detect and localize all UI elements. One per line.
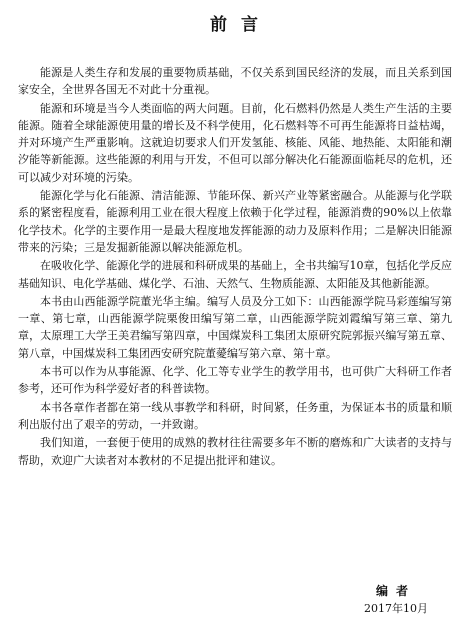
paragraph-7: 本书各章作者都在第一线从事教学和科研，时间紧，任务重，为保证本书的质量和顺利出版付出了艰辛的劳动，一并致谢。 <box>18 400 452 431</box>
signature-name: 编者 <box>375 584 416 598</box>
paragraph-5: 本书由山西能源学院董光华主编。编写人员及分工如下：山西能源学院马彩莲编写第一章、第七章，山西能源学院栗俊田编写第二章，山西能源学院刘霞编写第三章、第九章，太原理工大学王美君编写第四章，中国煤炭科工集团太原研究院郭振兴编写第五章、第八章，中国煤炭科工集团西安研究院董薆编写第六章、第十章。 <box>18 294 452 360</box>
paragraph-8: 我们知道，一套便于使用的成熟的教材往往需要多年不断的磨炼和广大读者的支持与帮助，欢迎广大读者对本教材的不足提出批评和建议。 <box>18 436 452 467</box>
paragraph-2: 能源和环境是当今人类面临的两大问题。目前，化石燃料仍然是人类生产生活的主要能源。随着全球能源使用量的增长及不科学使用，化石燃料等不可再生能源将日益枯竭，并对环境产生严重影响。这就迫切要求人们开发氢能、核能、风能、地热能、太阳能和潮汐能等新能源。这些能源的利用与开发，不但可以部分解决化石能源面临耗尽的危机，还可以减少对环境的污染。 <box>18 101 452 184</box>
paragraph-4: 在吸收化学、能源化学的进展和科研成果的基础上，全书共编写10章，包括化学反应基础知识、电化学基础、煤化学、石油、天然气、生物质能源、太阳能及其他新能源。 <box>18 259 452 290</box>
preface-body <box>18 64 452 470</box>
paragraph-1: 能源是人类生存和发展的重要物质基础，不仅关系到国民经济的发展，而且关系到国家安全，全世界各国无不对此十分重视。 <box>18 66 452 97</box>
paragraph-6: 本书可以作为从事能源、化学、化工等专业学生的教学用书，也可供广大科研工作者参考，还可作为科学爱好者的科普读物。 <box>18 365 452 396</box>
signature-block <box>364 583 428 617</box>
signature-date: 2017年10月 <box>364 602 428 615</box>
paragraph-3: 能源化学与化石能源、清洁能源、节能环保、新兴产业等紧密融合。从能源与化学联系的紧密程度看，能源利用工业在很大程度上依赖于化学过程，能源消费的90%以上依靠化学技术。化学的主要作用一是最大程度地发挥能源的动力及原料作用；二是解决旧能源带来的污染；三是发掘新能源以解决能源危机。 <box>18 189 452 254</box>
page-title: 前言 <box>210 15 272 35</box>
